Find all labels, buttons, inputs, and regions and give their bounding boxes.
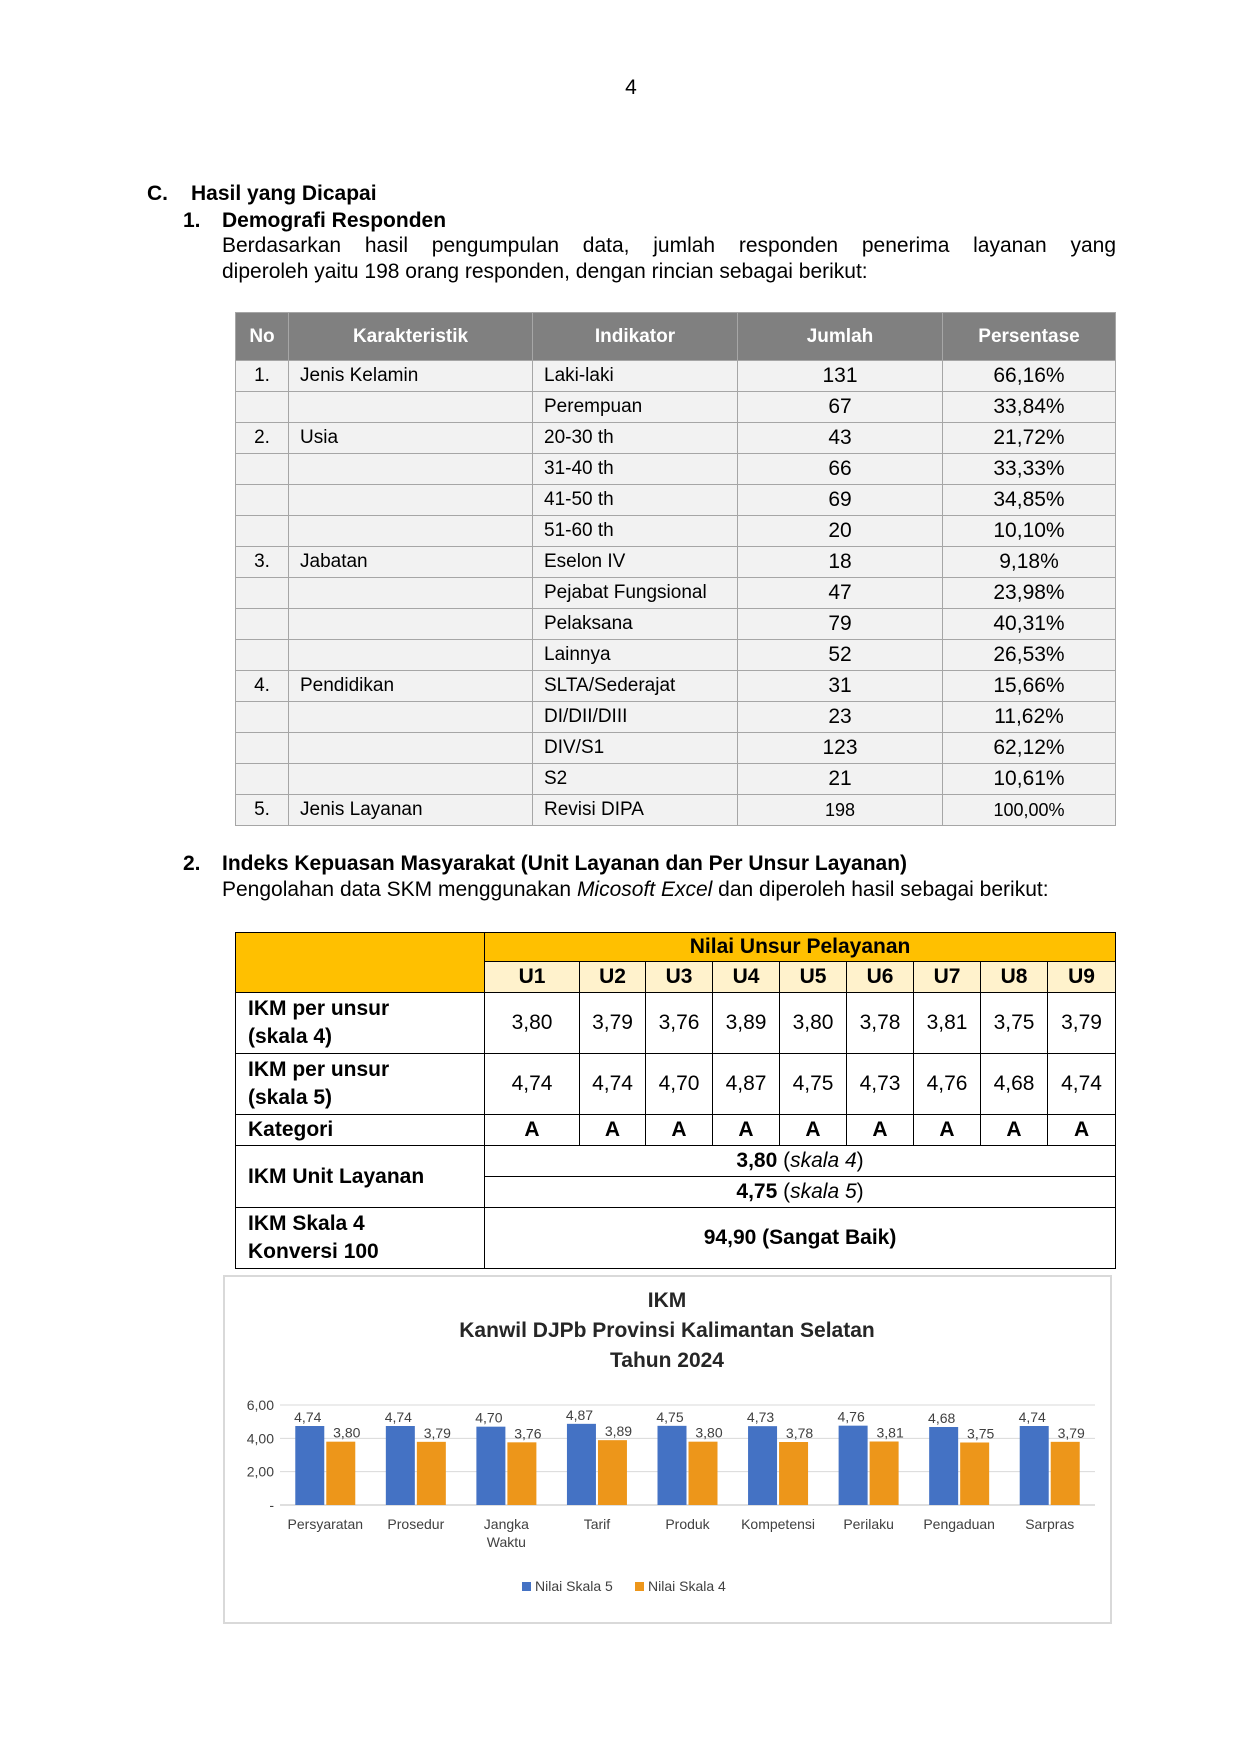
row-persentase: 10,61% xyxy=(943,764,1116,795)
ikm-skala5-value: 4,75 xyxy=(780,1054,847,1115)
row-karakteristik xyxy=(289,609,533,640)
chart-bar-skala5 xyxy=(386,1426,415,1505)
chart-y-tick-label: 6,00 xyxy=(246,1397,274,1413)
row-no xyxy=(236,454,289,485)
row-indikator: Pelaksana xyxy=(533,609,738,640)
ikm-kategori-value: A xyxy=(914,1115,981,1146)
ikm-skala5-value: 4,76 xyxy=(914,1054,981,1115)
row-persentase: 62,12% xyxy=(943,733,1116,764)
row-indikator: SLTA/Sederajat xyxy=(533,671,738,702)
chart-x-tick-label: Sarpras xyxy=(1025,1516,1075,1532)
row-indikator: DIV/S1 xyxy=(533,733,738,764)
row-jumlah: 123 xyxy=(738,733,943,764)
section-c-heading xyxy=(147,182,377,206)
chart-bar-skala4 xyxy=(689,1442,718,1505)
chart-data-label: 3,80 xyxy=(695,1424,723,1441)
section-1-title: Demografi Responden xyxy=(222,209,447,232)
chart-bar-skala5 xyxy=(1020,1426,1049,1505)
ikm-skala5-value: 4,74 xyxy=(1048,1054,1116,1115)
ikm-skala4-value: 3,76 xyxy=(646,993,713,1054)
chart-data-label: 4,74 xyxy=(384,1409,412,1425)
chart-bar-skala4 xyxy=(1051,1442,1080,1505)
ikm-skala4-value: 3,89 xyxy=(713,993,780,1054)
row-persentase: 33,33% xyxy=(943,454,1116,485)
demographics-row xyxy=(236,671,1116,702)
ikm-unit-layanan-v5: 4,75 xyxy=(736,1180,778,1203)
ikm-skala4-value: 3,81 xyxy=(914,993,981,1054)
ikm-row-kategori-label: Kategori xyxy=(236,1115,485,1146)
ikm-unit-layanan-v4: 3,80 xyxy=(736,1149,778,1172)
ikm-konversi-label-1: IKM Skala 4 xyxy=(248,1212,365,1235)
row-jumlah: 31 xyxy=(738,671,943,702)
demographics-row xyxy=(236,640,1116,671)
ikm-unit-header: U5 xyxy=(780,962,847,993)
chart-bar-skala5 xyxy=(839,1426,868,1505)
chart-x-tick-label: Kompetensi xyxy=(741,1516,816,1532)
demographics-row xyxy=(236,454,1116,485)
chart-bar-skala5 xyxy=(295,1426,324,1505)
ikm-chart xyxy=(223,1275,1112,1624)
section-1-line-2: diperoleh yaitu 198 orang responden, dengan rincian sebagai berikut: xyxy=(222,260,868,283)
row-jumlah: 23 xyxy=(738,702,943,733)
chart-y-tick-label: 4,00 xyxy=(246,1430,274,1447)
row-karakteristik: Jabatan xyxy=(289,547,533,578)
chart-title-line: Tahun 2024 xyxy=(610,1349,724,1372)
chart-bar-skala4 xyxy=(507,1442,536,1505)
row-indikator: DI/DII/DIII xyxy=(533,702,738,733)
row-persentase: 23,98% xyxy=(943,578,1116,609)
ikm-unit-header: U2 xyxy=(580,962,646,993)
row-no xyxy=(236,516,289,547)
chart-x-tick-label: Prosedur xyxy=(387,1516,445,1532)
row-karakteristik: Jenis Layanan xyxy=(289,795,533,826)
row-karakteristik xyxy=(289,392,533,423)
row-jumlah: 69 xyxy=(738,485,943,516)
section-2-label: 2. xyxy=(183,852,201,875)
row-no xyxy=(236,578,289,609)
row-indikator: Laki-laki xyxy=(533,361,738,392)
demographics-row xyxy=(236,547,1116,578)
chart-data-label: 3,79 xyxy=(1057,1424,1085,1441)
ikm-skala5-value: 4,74 xyxy=(580,1054,646,1115)
chart-data-label: 3,78 xyxy=(785,1425,814,1441)
demographics-header-row xyxy=(236,313,1116,361)
ikm-skala5-value: 4,68 xyxy=(981,1054,1048,1115)
row-karakteristik xyxy=(289,702,533,733)
ikm-unit-header: U1 xyxy=(485,962,580,993)
row-no xyxy=(236,702,289,733)
ikm-konversi-value: 94,90 (Sangat Baik) xyxy=(485,1208,1116,1269)
ikm-unit-layanan-v4-note: skala 4 xyxy=(790,1149,857,1172)
ikm-group-header: Nilai Unsur Pelayanan xyxy=(485,933,1116,962)
demographics-row xyxy=(236,578,1116,609)
row-jumlah: 21 xyxy=(738,764,943,795)
row-karakteristik: Jenis Kelamin xyxy=(289,361,533,392)
section-c-label: C. xyxy=(147,182,168,205)
chart-data-label: 4,76 xyxy=(837,1408,865,1425)
chart-data-label: 4,68 xyxy=(928,1410,956,1426)
section-2-text-after: dan diperoleh hasil sebagai berikut: xyxy=(712,878,1049,901)
demographics-row xyxy=(236,702,1116,733)
chart-bar-skala4 xyxy=(960,1443,989,1506)
header-karakteristik: Karakteristik xyxy=(289,313,533,361)
row-no xyxy=(236,485,289,516)
row-persentase: 11,62% xyxy=(943,702,1116,733)
row-indikator: 51-60 th xyxy=(533,516,738,547)
chart-legend-swatch xyxy=(522,1582,531,1591)
section-1-line-1: Berdasarkan hasil pengumpulan data, jumlah responden penerima layanan yang xyxy=(222,234,1116,257)
ikm-skala4-value: 3,79 xyxy=(1048,993,1116,1054)
ikm-skala4-value: 3,75 xyxy=(981,993,1048,1054)
ikm-kategori-value: A xyxy=(780,1115,847,1146)
chart-data-label: 3,79 xyxy=(423,1424,451,1441)
ikm-row-skala4-label-1: IKM per unsur xyxy=(248,997,390,1020)
chart-legend-swatch xyxy=(635,1582,644,1591)
row-jumlah: 20 xyxy=(738,516,943,547)
demographics-row xyxy=(236,733,1116,764)
demographics-row xyxy=(236,609,1116,640)
row-indikator: Pejabat Fungsional xyxy=(533,578,738,609)
demographics-row xyxy=(236,361,1116,392)
section-1-heading xyxy=(183,209,446,233)
row-karakteristik xyxy=(289,516,533,547)
ikm-kategori-value: A xyxy=(580,1115,646,1146)
ikm-skala5-value: 4,73 xyxy=(847,1054,914,1115)
chart-data-label: 4,75 xyxy=(656,1408,684,1425)
ikm-bar-chart-svg xyxy=(225,1277,1110,1622)
ikm-unit-header: U8 xyxy=(981,962,1048,993)
ikm-unit-header: U4 xyxy=(713,962,780,993)
row-jumlah: 18 xyxy=(738,547,943,578)
chart-x-tick-label: Persyaratan xyxy=(287,1516,364,1532)
ikm-skala5-value: 4,74 xyxy=(485,1054,580,1115)
ikm-corner-cell xyxy=(236,933,485,993)
chart-y-tick-label: - xyxy=(269,1497,274,1513)
ikm-kategori-value: A xyxy=(485,1115,580,1146)
chart-x-tick-label: Pengaduan xyxy=(923,1516,995,1532)
demographics-row xyxy=(236,764,1116,795)
chart-data-label: 4,87 xyxy=(565,1406,594,1423)
row-indikator: Revisi DIPA xyxy=(533,795,738,826)
ikm-kategori-value: A xyxy=(646,1115,713,1146)
section-2-text-italic: Micosoft Excel xyxy=(576,878,713,901)
ikm-kategori-value: A xyxy=(1048,1115,1116,1146)
row-no: 5. xyxy=(236,795,289,826)
section-2-heading xyxy=(183,852,907,876)
row-jumlah: 79 xyxy=(738,609,943,640)
row-indikator: Lainnya xyxy=(533,640,738,671)
row-karakteristik xyxy=(289,764,533,795)
header-jumlah: Jumlah xyxy=(738,313,943,361)
row-jumlah: 52 xyxy=(738,640,943,671)
header-no: No xyxy=(236,313,289,361)
ikm-skala4-value: 3,78 xyxy=(847,993,914,1054)
row-persentase: 10,10% xyxy=(943,516,1116,547)
row-no: 3. xyxy=(236,547,289,578)
row-persentase: 21,72% xyxy=(943,423,1116,454)
row-karakteristik: Usia xyxy=(289,423,533,454)
chart-x-tick-label: Tarif xyxy=(583,1516,611,1532)
row-karakteristik: Pendidikan xyxy=(289,671,533,702)
ikm-row-skala5-label xyxy=(236,1054,485,1115)
row-jumlah: 198 xyxy=(738,795,943,826)
chart-bar-skala4 xyxy=(417,1442,446,1505)
demographics-table xyxy=(235,312,1116,826)
demographics-row xyxy=(236,795,1116,826)
demographics-row xyxy=(236,485,1116,516)
row-no xyxy=(236,764,289,795)
chart-bar-skala4 xyxy=(326,1442,355,1505)
row-indikator: 31-40 th xyxy=(533,454,738,485)
row-karakteristik xyxy=(289,640,533,671)
ikm-kategori-value: A xyxy=(981,1115,1048,1146)
chart-bar-skala5 xyxy=(658,1426,687,1505)
chart-bar-skala4 xyxy=(598,1440,627,1505)
chart-title-line: IKM xyxy=(647,1289,687,1312)
page-number: 4 xyxy=(625,76,637,99)
chart-data-label: 4,70 xyxy=(475,1409,503,1426)
row-karakteristik xyxy=(289,454,533,485)
ikm-group-header-row xyxy=(236,933,1116,962)
ikm-row-kategori xyxy=(236,1115,1116,1146)
ikm-row-skala5 xyxy=(236,1054,1116,1115)
chart-data-label: 4,74 xyxy=(1018,1409,1046,1425)
ikm-row-skala5-label-2: (skala 5) xyxy=(248,1086,333,1109)
ikm-row-skala4 xyxy=(236,993,1116,1054)
row-indikator: 41-50 th xyxy=(533,485,738,516)
ikm-unit-layanan-v5-note: skala 5 xyxy=(790,1180,857,1203)
ikm-skala5-value: 4,87 xyxy=(713,1054,780,1115)
section-2-title: Indeks Kepuasan Masyarakat (Unit Layanan dan Per Unsur Layanan) xyxy=(222,852,908,875)
row-no xyxy=(236,609,289,640)
ikm-unit-header: U9 xyxy=(1048,962,1116,993)
section-2-paragraph xyxy=(222,878,1049,902)
chart-x-tick-label: Waktu xyxy=(486,1534,526,1550)
chart-data-label: 3,89 xyxy=(604,1423,633,1440)
demographics-row xyxy=(236,516,1116,547)
ikm-konversi-label xyxy=(236,1208,485,1269)
chart-legend-label: Nilai Skala 4 xyxy=(648,1578,726,1594)
chart-title-line: Kanwil DJPb Provinsi Kalimantan Selatan xyxy=(459,1319,875,1342)
row-jumlah: 131 xyxy=(738,361,943,392)
row-persentase: 15,66% xyxy=(943,671,1116,702)
row-persentase: 66,16% xyxy=(943,361,1116,392)
ikm-kategori-value: A xyxy=(847,1115,914,1146)
ikm-row-skala4-label xyxy=(236,993,485,1054)
row-persentase: 34,85% xyxy=(943,485,1116,516)
row-indikator: 20-30 th xyxy=(533,423,738,454)
header-persentase: Persentase xyxy=(943,313,1116,361)
chart-bar-skala5 xyxy=(748,1426,777,1505)
header-indikator: Indikator xyxy=(533,313,738,361)
ikm-unit-layanan-skala5: 4,75 (skala 5) xyxy=(485,1177,1116,1208)
ikm-unit-layanan-row-1 xyxy=(236,1146,1116,1177)
chart-data-label: 4,73 xyxy=(746,1409,775,1426)
row-persentase: 40,31% xyxy=(943,609,1116,640)
row-indikator: Perempuan xyxy=(533,392,738,423)
row-persentase: 100,00% xyxy=(943,795,1116,826)
row-jumlah: 43 xyxy=(738,423,943,454)
demographics-row xyxy=(236,392,1116,423)
row-jumlah: 66 xyxy=(738,454,943,485)
ikm-konversi-label-2: Konversi 100 xyxy=(248,1240,379,1263)
ikm-row-skala4-label-2: (skala 4) xyxy=(248,1025,333,1048)
ikm-table xyxy=(235,932,1116,1269)
chart-data-label: 3,81 xyxy=(876,1424,904,1441)
row-karakteristik xyxy=(289,733,533,764)
row-indikator: Eselon IV xyxy=(533,547,738,578)
row-persentase: 26,53% xyxy=(943,640,1116,671)
ikm-skala4-value: 3,80 xyxy=(780,993,847,1054)
row-no: 1. xyxy=(236,361,289,392)
ikm-konversi-row xyxy=(236,1208,1116,1269)
row-persentase: 9,18% xyxy=(943,547,1116,578)
chart-x-tick-label: Jangka xyxy=(483,1516,529,1532)
chart-x-tick-label: Produk xyxy=(665,1516,710,1532)
row-karakteristik xyxy=(289,578,533,609)
ikm-unit-layanan-label: IKM Unit Layanan xyxy=(236,1146,485,1208)
row-no xyxy=(236,392,289,423)
chart-y-tick-label: 2,00 xyxy=(246,1463,274,1480)
ikm-skala4-value: 3,79 xyxy=(580,993,646,1054)
ikm-unit-header: U7 xyxy=(914,962,981,993)
row-no: 4. xyxy=(236,671,289,702)
section-c-title: Hasil yang Dicapai xyxy=(191,182,377,205)
row-no xyxy=(236,733,289,764)
ikm-row-skala5-label-1: IKM per unsur xyxy=(248,1058,390,1081)
row-persentase: 33,84% xyxy=(943,392,1116,423)
section-1-label: 1. xyxy=(183,209,201,232)
chart-bar-skala5 xyxy=(567,1424,596,1505)
chart-bar-skala5 xyxy=(476,1427,505,1505)
chart-data-label: 4,74 xyxy=(294,1409,322,1425)
demographics-row xyxy=(236,423,1116,454)
row-jumlah: 67 xyxy=(738,392,943,423)
row-no: 2. xyxy=(236,423,289,454)
row-no xyxy=(236,640,289,671)
ikm-skala5-value: 4,70 xyxy=(646,1054,713,1115)
chart-bar-skala5 xyxy=(929,1427,958,1505)
chart-data-label: 3,75 xyxy=(967,1425,995,1442)
ikm-unit-header: U3 xyxy=(646,962,713,993)
ikm-kategori-value: A xyxy=(713,1115,780,1146)
chart-data-label: 3,76 xyxy=(514,1425,542,1442)
ikm-unit-layanan-skala4: 3,80 (skala 4) xyxy=(485,1146,1116,1177)
row-jumlah: 47 xyxy=(738,578,943,609)
ikm-skala4-value: 3,80 xyxy=(485,993,580,1054)
row-karakteristik xyxy=(289,485,533,516)
chart-bar-skala4 xyxy=(779,1442,808,1505)
ikm-unit-header: U6 xyxy=(847,962,914,993)
section-2-text-before: Pengolahan data SKM menggunakan xyxy=(222,878,577,901)
chart-legend-label: Nilai Skala 5 xyxy=(535,1578,613,1594)
chart-x-tick-label: Perilaku xyxy=(843,1516,894,1532)
row-indikator: S2 xyxy=(533,764,738,795)
chart-data-label: 3,80 xyxy=(333,1424,361,1441)
chart-bar-skala4 xyxy=(870,1442,899,1506)
